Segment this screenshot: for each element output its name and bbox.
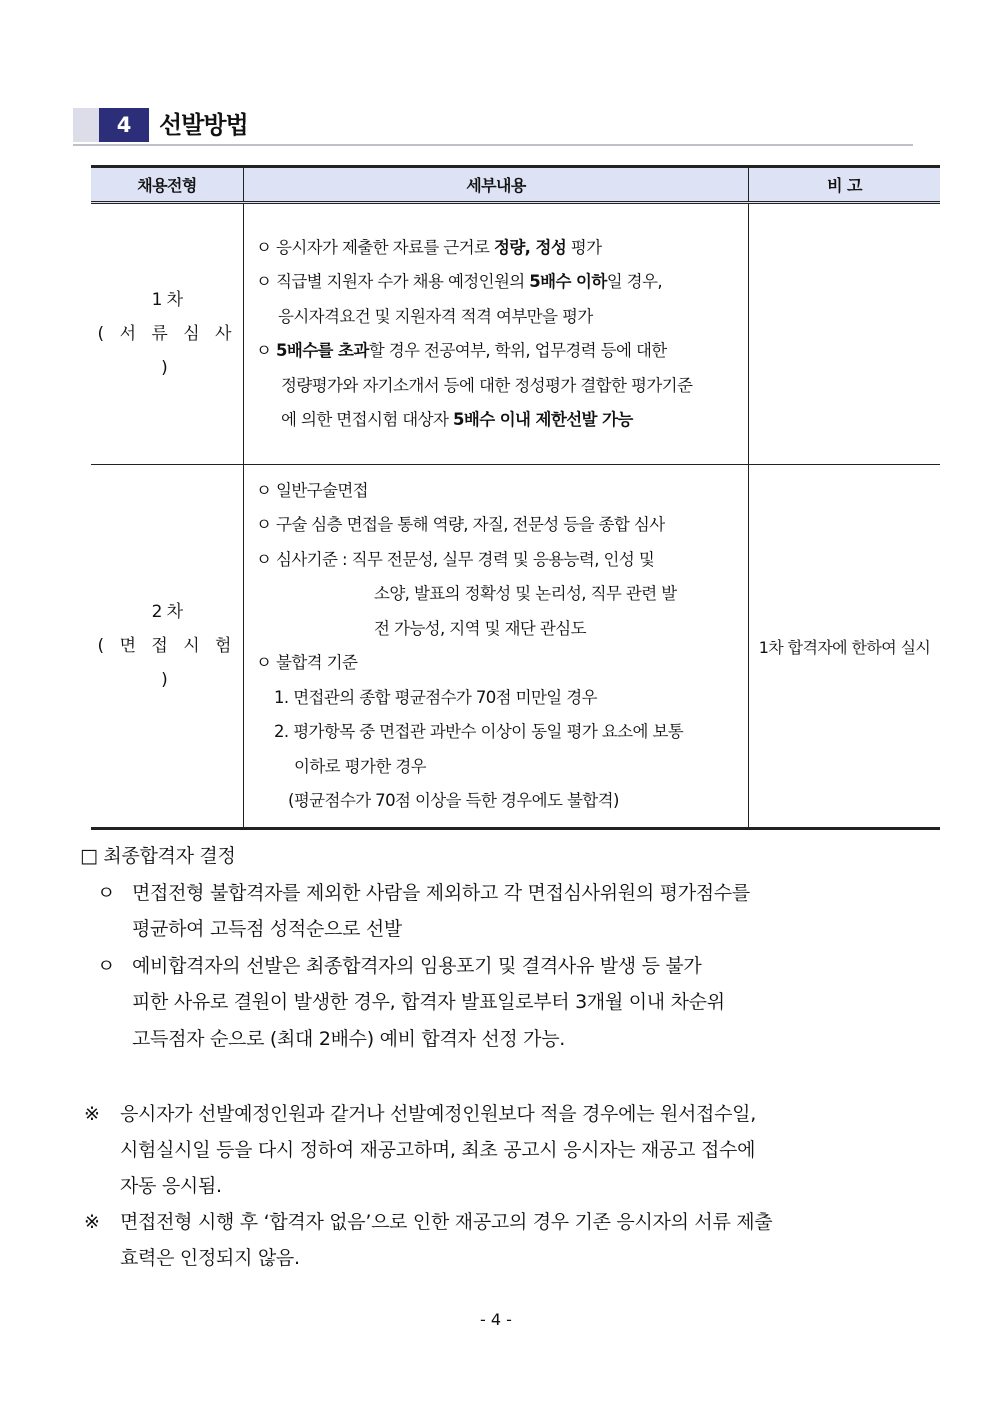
note-item: ※ 면접전형 시행 후 ‘합격자 없음’으로 인한 재공고의 경우 기존 응시자의 서류 제출 [84, 1211, 773, 1233]
final-bullet-cont: 평균하여 고득점 성적순으로 선발 [132, 918, 402, 940]
note-item-cont: 효력은 인정되지 않음. [120, 1247, 300, 1269]
table-row-document-review [91, 203, 940, 465]
detail-line: ㅇ 일반구술면접 [256, 480, 369, 500]
heading-accent-bar [73, 108, 99, 142]
section-number: 4 [99, 108, 149, 142]
final-bullet: ㅇ 예비합격자의 선발은 최종합격자의 임용포기 및 결격사유 발생 등 불가 [96, 954, 702, 977]
table-header-row [91, 167, 940, 203]
stage-label: 1 차 [151, 290, 183, 310]
detail-line: 1. 면접관의 종합 평균점수가 70점 미만일 경우 [274, 687, 597, 707]
page-number: - 4 - [480, 1310, 512, 1329]
stage-cell [91, 203, 244, 465]
final-selection-section [80, 838, 920, 1057]
detail-line: ㅇ 심사기준 : 직무 전문성, 실무 경력 및 응용능력, 인성 및 [256, 549, 655, 569]
notes-section [84, 1096, 924, 1276]
detail-line: ㅇ 직급별 지원자 수가 채용 예정인원의 5배수 이하일 경우, [256, 272, 662, 291]
final-bullet-cont: 고득점자 순으로 (최대 2배수) 예비 합격자 선정 가능. [132, 1027, 566, 1050]
final-bullet: ㅇ 면접전형 불합격자를 제외한 사람을 제외하고 각 면접심사위원의 평가점수를 [96, 881, 750, 904]
detail-line: ㅇ 5배수를 초과할 경우 전공여부, 학위, 업무경력 등에 대한 [256, 341, 667, 360]
detail-line: 전 가능성, 지역 및 재단 관심도 [374, 618, 586, 638]
detail-line: 이하로 평가한 경우 [294, 756, 427, 776]
final-bullet-cont: 피한 사유로 결원이 발생한 경우, 합격자 발표일로부터 3개월 이내 차순위 [132, 991, 725, 1013]
stage-sublabel: ( 서 류 심 사 ) [97, 324, 237, 378]
note-item: ※ 응시자가 선발예정인원과 같거나 선발예정인원보다 적을 경우에는 원서접수일, [84, 1103, 756, 1125]
header-stage: 채용전형 [91, 167, 244, 203]
section-title: 선발방법 [159, 111, 248, 139]
detail-line: ㅇ 응시자가 제출한 자료를 근거로 정량, 정성 평가 [256, 237, 602, 257]
note-item-cont: 시험실시일 등을 다시 정하여 재공고하며, 최초 공고시 응시자는 재공고 접수에 [120, 1139, 756, 1161]
detail-line: 에 의한 면접시험 대상자 5배수 이내 제한선발 가능 [281, 410, 633, 429]
final-title: □ 최종합격자 결정 [80, 845, 236, 867]
detail-line: ㅇ 구술 심층 면접을 통해 역량, 자질, 전문성 등을 종합 심사 [256, 515, 665, 534]
header-detail: 세부내용 [244, 167, 749, 203]
detail-line: ㅇ 불합격 기준 [256, 653, 358, 672]
detail-line: (평균점수가 70점 이상을 득한 경우에도 불합격) [288, 791, 619, 810]
section-heading [73, 104, 913, 146]
detail-cell [244, 203, 749, 465]
detail-line: 응시자격요건 및 지원자격 적격 여부만을 평가 [278, 306, 593, 326]
note-cell: 1차 합격자에 한하여 실시 [749, 465, 941, 829]
heading-underline [73, 144, 913, 146]
detail-line: 정량평가와 자기소개서 등에 대한 정성평가 결합한 평가기준 [281, 375, 693, 395]
detail-line: 2. 평가항목 중 면접관 과반수 이상이 동일 평가 요소에 보통 [274, 722, 684, 741]
stage-sublabel: ( 면 접 시 험 ) [97, 636, 237, 690]
stage-label: 2 차 [151, 602, 183, 622]
detail-line: 소양, 발표의 정확성 및 논리성, 직무 관련 발 [374, 584, 677, 603]
note-cell [749, 203, 941, 465]
selection-method-table [91, 165, 940, 830]
stage-cell [91, 465, 244, 829]
header-note: 비 고 [749, 167, 941, 203]
detail-cell [244, 465, 749, 829]
table-row-interview [91, 465, 940, 829]
note-item-cont: 자동 응시됨. [120, 1175, 222, 1197]
